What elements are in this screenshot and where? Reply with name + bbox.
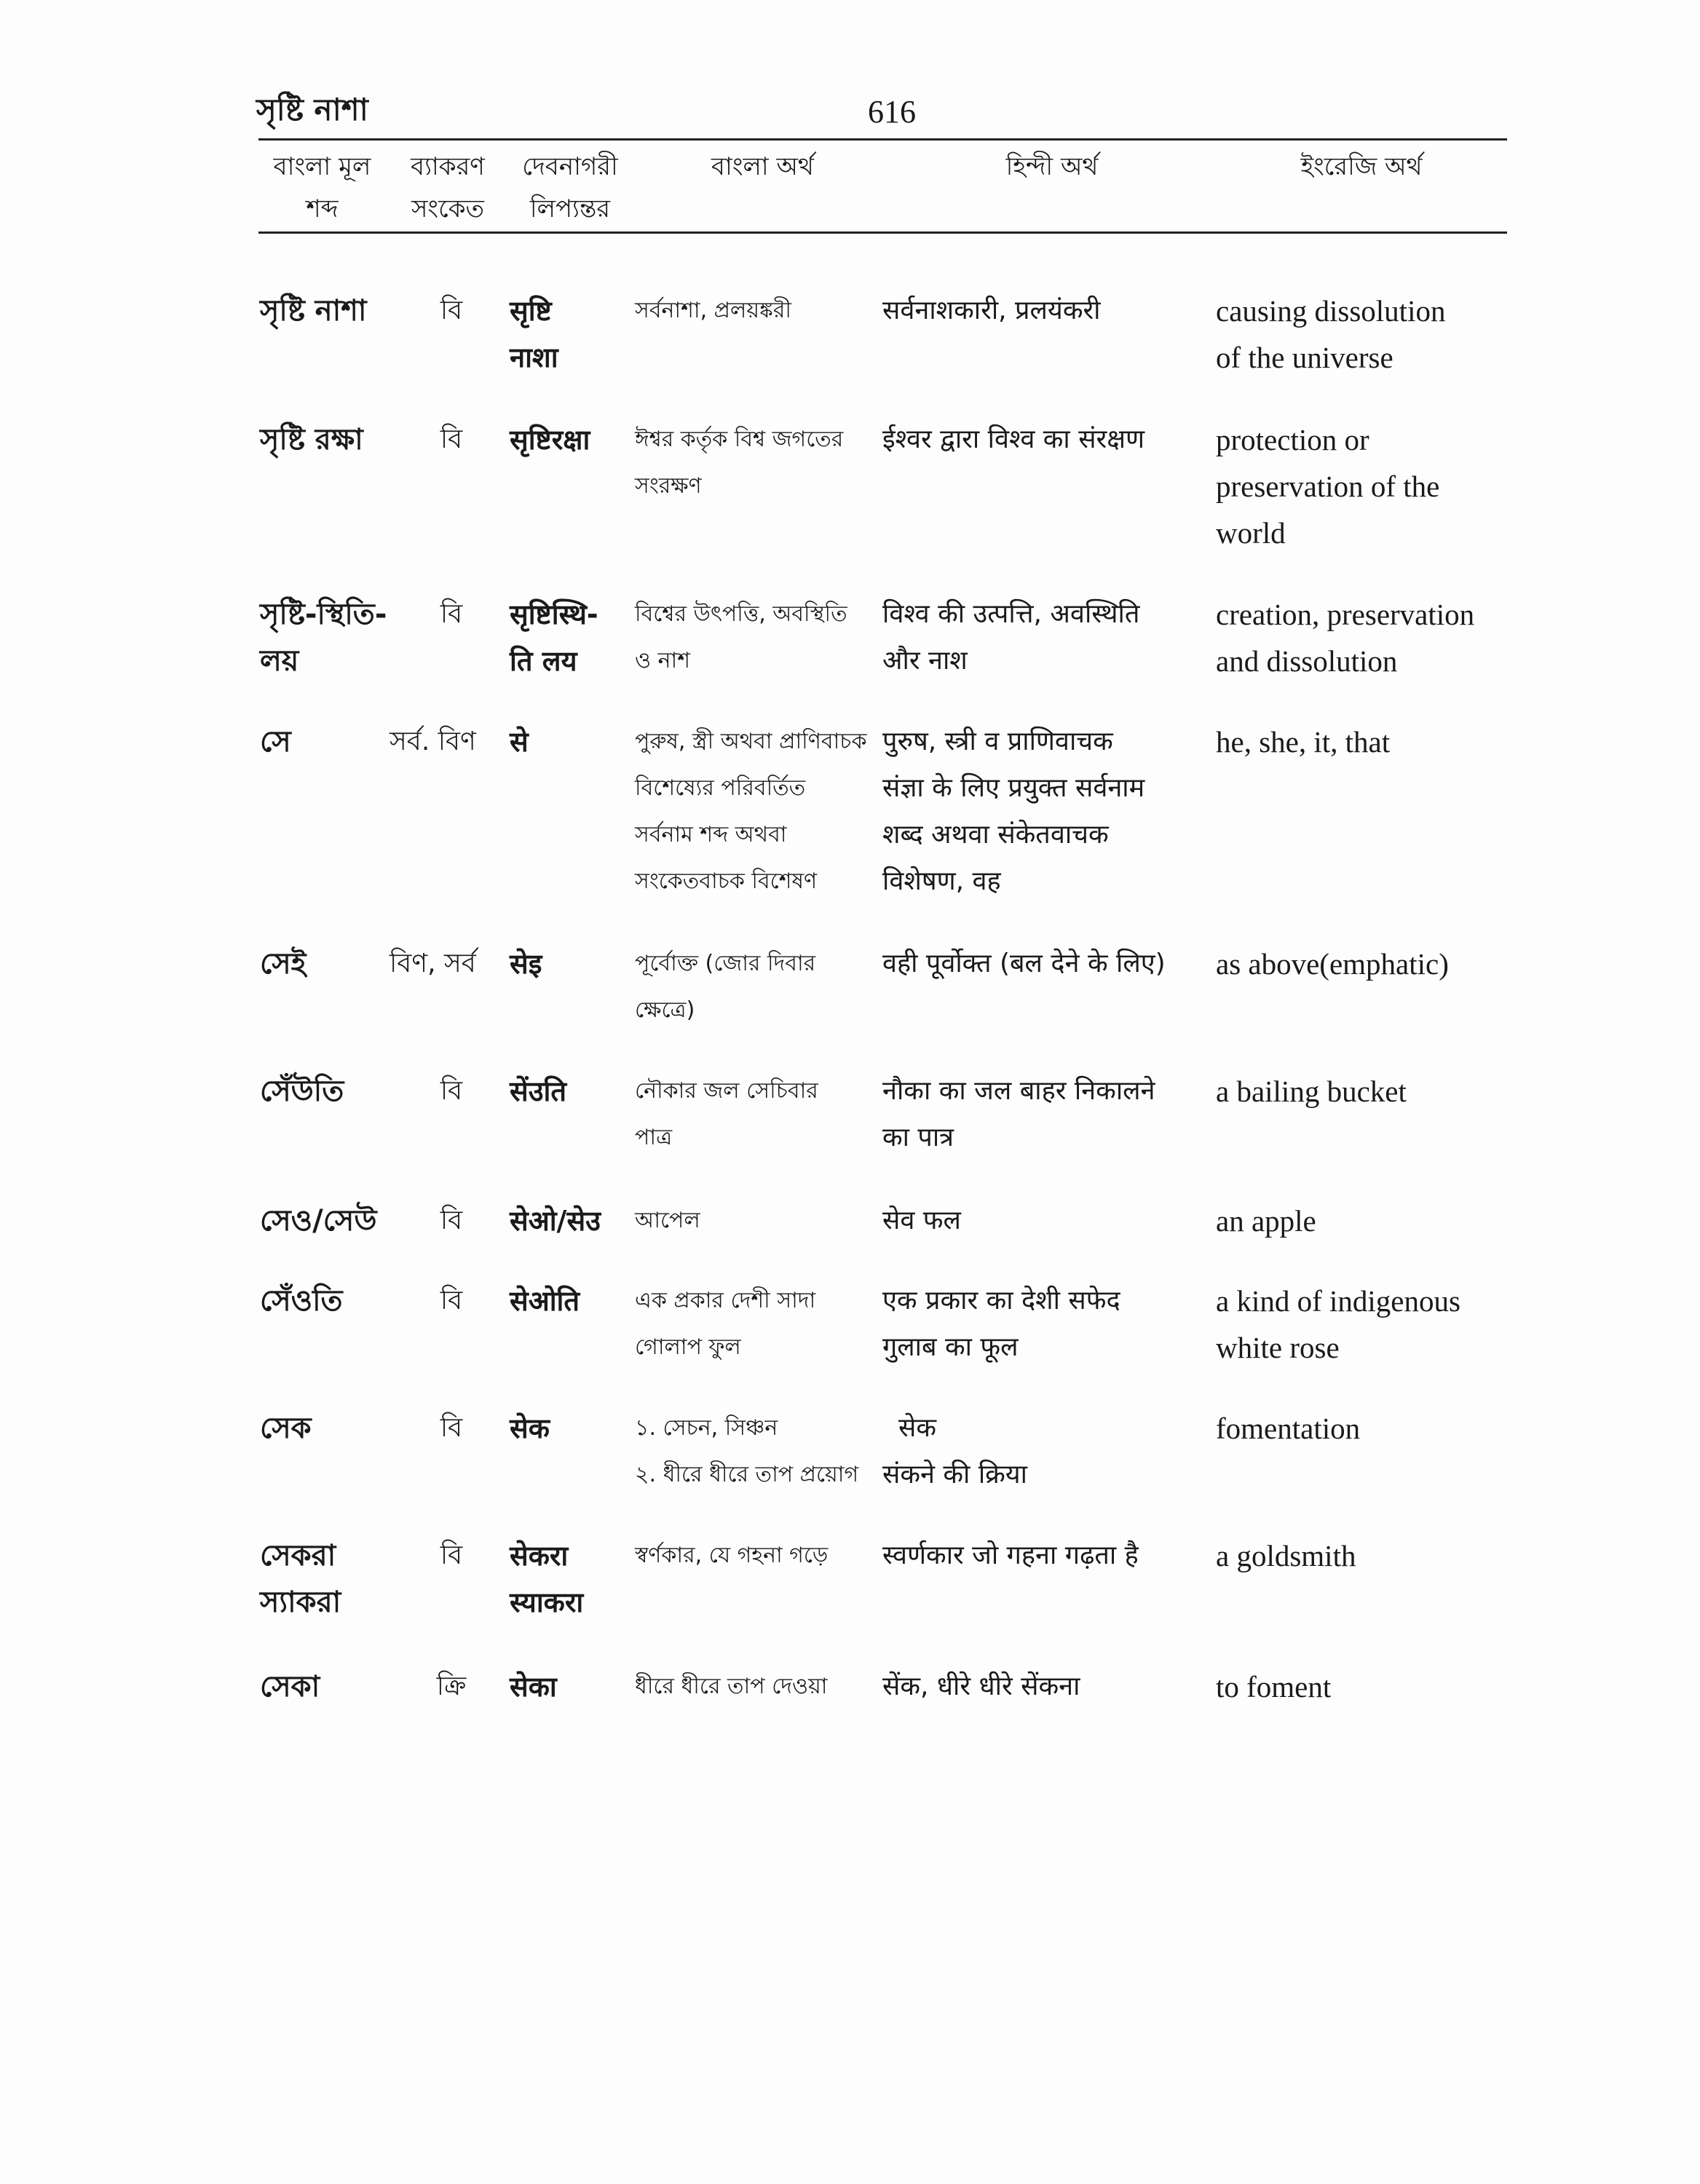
- entry-devanagari: सृष्टिस्थि- ति लय: [510, 598, 598, 677]
- entry-devanagari: सेओति: [510, 1285, 580, 1317]
- entry-grammar: বি: [440, 1413, 463, 1443]
- entry-hindi-meaning: स्वर्णकार जो गहना गढ़ता है: [882, 1540, 1139, 1570]
- entry-bangla-meaning: সর্বনাশা, প্রলয়ঙ্করী: [635, 298, 791, 323]
- entry-english-meaning: to foment: [1216, 1670, 1332, 1704]
- entry-devanagari: सेओ/सेउ: [510, 1205, 601, 1237]
- entry-english-meaning: protection or preservation of the world: [1216, 423, 1440, 550]
- entry-grammar: বি: [440, 1286, 463, 1315]
- entry-headword: সেঁউতি: [260, 1075, 344, 1108]
- entry-bangla-meaning: আপেল: [635, 1208, 700, 1233]
- header-bangla-root: বাংলা মূল শব্দ: [273, 152, 371, 223]
- entry-devanagari: सेइ: [510, 948, 542, 980]
- entry-headword: সে: [260, 725, 291, 759]
- entry-devanagari: सृष्टिरक्षा: [510, 424, 590, 456]
- entry-grammar: বি: [440, 424, 463, 454]
- entry-grammar: সর্ব. বিণ: [390, 727, 476, 756]
- entry-bangla-meaning: নৌকার জল সেচিবার পাত্র: [635, 1078, 818, 1150]
- entry-bangla-meaning: স্বর্ণকার, যে গহনা গড়ে: [635, 1543, 829, 1568]
- entry-devanagari: सेका: [510, 1671, 557, 1703]
- entry-english-meaning: an apple: [1216, 1204, 1316, 1238]
- header-english-meaning: ইংরেজি অর্থ: [1300, 152, 1423, 181]
- entry-headword: সেক: [260, 1412, 312, 1445]
- entry-english-meaning: a bailing bucket: [1216, 1075, 1407, 1108]
- entry-hindi-meaning: सेक संकने की क्रिया: [882, 1413, 1027, 1489]
- entry-devanagari: सेंउति: [510, 1075, 567, 1107]
- entry-english-meaning: a kind of indigenous white rose: [1216, 1284, 1460, 1364]
- entry-bangla-meaning: এক প্রকার দেশী সাদা গোলাপ ফুল: [635, 1288, 816, 1360]
- header-bangla-meaning: বাংলা অর্থ: [711, 152, 814, 181]
- running-head: সৃষ্টি নাশা: [256, 92, 368, 127]
- entry-headword: সৃষ্টি নাশা: [260, 294, 367, 328]
- entry-english-meaning: fomentation: [1216, 1412, 1361, 1445]
- entry-grammar: ক্রি: [436, 1671, 467, 1701]
- page-number: 616: [868, 94, 916, 130]
- entry-english-meaning: creation, preservation and dissolution: [1216, 598, 1475, 678]
- entry-bangla-meaning: বিশ্বের উৎপত্তি, অবস্থিতি ও নাশ: [635, 601, 847, 673]
- entry-headword: সেও/সেউ: [260, 1204, 377, 1238]
- entry-grammar: বি: [440, 1540, 463, 1570]
- header-top-rule: [258, 138, 1507, 141]
- entry-hindi-meaning: नौका का जल बाहर निकालने का पात्र: [882, 1076, 1155, 1152]
- entry-hindi-meaning: एक प्रकार का देशी सफेद गुलाब का फूल: [882, 1286, 1120, 1362]
- column-header-row: [258, 146, 1507, 227]
- entry-bangla-meaning: ১. সেচন, সিঞ্চন ২. ধীরে ধীরে তাপ প্রয়োগ: [635, 1415, 859, 1487]
- entry-grammar: বি: [440, 1076, 463, 1106]
- entry-hindi-meaning: ईश्वर द्वारा विश्व का संरक्षण: [882, 424, 1145, 454]
- entry-bangla-meaning: ঈশ্বর কর্তৃক বিশ্ব জগতের সংরক্ষণ: [635, 427, 844, 499]
- header-grammar: ব্যাকরণ সংকেত: [411, 152, 485, 223]
- entry-devanagari: सेकरा स्याकरा: [510, 1540, 584, 1618]
- entry-bangla-meaning: ধীরে ধীরে তাপ দেওয়া: [635, 1674, 828, 1699]
- entry-grammar: বিণ, সর্ব: [390, 949, 476, 978]
- entry-english-meaning: as above(emphatic): [1216, 947, 1449, 981]
- entry-hindi-meaning: सेंक, धीरे धीरे सेंकना: [882, 1671, 1080, 1701]
- entry-hindi-meaning: पुरुष, स्त्री व प्राणिवाचक संज्ञा के लिए प्रयुक्त सर्वनाम शब्द अथवा संकेतवाचक विशेषण, वह: [882, 727, 1145, 896]
- entry-bangla-meaning: পুরুষ, স্ত্রী অথবা প্রাণিবাচক বিশেষ্যের পরিবর্তিত সর্বনাম শব্দ অথবা সংকেতবাচক বিশেষণ: [635, 729, 867, 894]
- entry-english-meaning: causing dissolution of the universe: [1216, 294, 1446, 374]
- header-hindi-meaning: হিন্দী অর্থ: [1005, 152, 1099, 181]
- entry-hindi-meaning: सर्वनाशकारी, प्रलयंकरी: [882, 296, 1101, 325]
- header-bottom-rule: [258, 232, 1507, 234]
- entry-english-meaning: he, she, it, that: [1216, 725, 1391, 759]
- entry-hindi-meaning: विश्व की उत्पत्ति, अवस्थिति और नाश: [882, 599, 1140, 676]
- entry-hindi-meaning: सेव फल: [882, 1206, 961, 1235]
- entry-hindi-meaning: वही पूर्वोक्त (बल देने के लिए): [882, 949, 1166, 978]
- entry-bangla-meaning: পূর্বোক্ত (জোর দিবার ক্ষেত্রে): [635, 951, 816, 1023]
- entry-headword: সৃষ্টি-স্থিতি- লয়: [260, 598, 387, 678]
- entry-headword: সৃষ্টি রক্ষা: [260, 423, 363, 456]
- entry-headword: সেই: [260, 947, 307, 981]
- entry-headword: সেকা: [260, 1670, 320, 1704]
- entry-headword: সেকরা স্যাকরা: [260, 1539, 341, 1619]
- entry-devanagari: सृष्टि नाशा: [510, 295, 558, 373]
- entry-english-meaning: a goldsmith: [1216, 1539, 1356, 1572]
- header-devanagari: দেবনাগরী লিপ্যন্তর: [522, 152, 618, 223]
- entry-grammar: বি: [440, 599, 463, 629]
- entry-grammar: বি: [440, 1206, 463, 1235]
- entry-grammar: বি: [440, 296, 463, 325]
- entry-devanagari: सेक: [510, 1412, 550, 1444]
- entry-devanagari: से: [510, 726, 529, 758]
- entry-headword: সেঁওতি: [260, 1284, 343, 1318]
